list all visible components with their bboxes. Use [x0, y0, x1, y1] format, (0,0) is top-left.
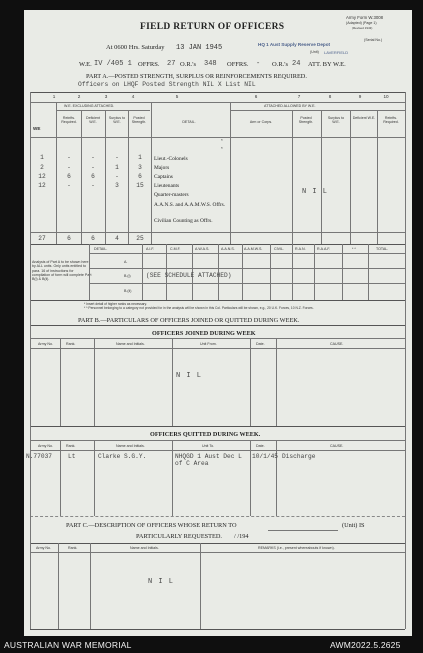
quitted-rank: Lt [68, 453, 76, 460]
header-deficient-right: Deficient W.E. [352, 116, 376, 120]
rank-lt-col: Lieut.-Colonels [154, 156, 188, 162]
col-number: 2 [77, 94, 81, 99]
analysis-header: DETAIL. [94, 247, 108, 251]
we-label: W.E. [79, 61, 92, 68]
form-sheet: Army Form W.3008 (Adapted) (Page 1) (Revised 1943) (Serial No.) FIELD RETURN OF OFFICERS At 0600 Hrs. Saturday 13 JAN 1945 HQ 1 Aust Supply Reserve Depot (Unit) LAVERFIELD W.E. IV /405 1 OFFRS. 27 O.R.'s 348 OFFRS. - O.R.'s 24 ATT. BY W.E. PART A.—POSTED STRENGTH, SURPLUS OR REINFORCEMENTS REQUIRED. Officers on LHQF Posted Strength NIL X List NIL 1 2 3 4 5 6 7 8 9 10 W.E. EXCLUDING ATTACHED. ATTACHED ALLOWED BY W.E. WE Reinfts. Required. Deficient W.E. Surplus to W.E. Posted Strength. DETAIL. Arm or Corps. Posted Strength. Surplus to W.E. Deficient W.E. Reinfts. Required. * * Lieut.-Colonels Majors Captains Lieutenants Quarter-masters A.A.N.S. and A.A.M.W.S. Offrs. Civilian Counting as Offrs. 1 - - - 1 2 - - 1 3 12 6 6 - 6 12 - - 3 15 N I L 27 6 6 4 25 Analysis of Part A to be shown here by ALL units. Only units entitled to para. 16 of instructions for compilation of form will complete Part B(i) & B(ii). DETAIL. A.I.F. C.M.F. A.W.A.S. A.A.N.S. A.A.M.W.S. CIVIL. R.A.N. R.A.A.F. * * TOTAL. A. B.(i) (SEE SCHEDULE ATTACHED) B.(ii) * Insert detail of higher ranks as necessary. * * Personnel belonging to a category not provided for in the analysis will be shown in this Col. Particulars will be shown, e.g., 20 U.K. Forces, 10 N.Z. Forces. PART B.—PARTICULARS OF OFFICERS JOINED OR QUITTED DURING WEEK. OFFICERS JOINED DURING WEEK Army No. Rank. Name and Initials. Unit From. Date. CAUSE. N I L OFFICERS QUITTED DURING WEEK. Army No. Rank. Name and Initials. Unit To. Date. CAUSE. N.77037 Lt Clarke S.G.Y. NHQGD 1 Aust Dec L of C Area 10/1/45 Discharge PART C.—DESCRIPTION OF OFFICERS WHOSE RETURN TO (Unit) IS PARTICULARLY REQUESTED. / /194 Army No. Rank. Name and Initials. REMARKS (i.e., present whereabouts if known). N I L [24, 10, 412, 636]
we-excluding-label: W.E. EXCLUDING ATTACHED. [64, 104, 115, 108]
row-we: 12 [38, 182, 46, 189]
quitted-header: Rank. [66, 444, 76, 448]
footer-credit: AUSTRALIAN WAR MEMORIAL [4, 640, 132, 650]
rank-captain: Captains [154, 174, 173, 180]
see-schedule: (SEE SCHEDULE ATTACHED) [146, 272, 232, 279]
analysis-header: A.I.F. [146, 247, 155, 251]
header-reinf: Reinfts. Required. [61, 116, 77, 124]
row-reinf: - [67, 182, 71, 189]
ors2-value: 24 [292, 60, 301, 68]
part-c-header: Name and Initials. [130, 546, 159, 550]
rank-lieutenant: Lieutenants [154, 183, 180, 189]
return-date: 13 JAN 1945 [176, 44, 223, 52]
quitted-header: CAUSE. [330, 444, 344, 448]
ors-value: 348 [204, 60, 217, 68]
quitted-header: Army No. [38, 444, 53, 448]
analysis-row-label: B.(i) [124, 274, 131, 278]
row-posted: 3 [138, 164, 142, 171]
joined-header: Unit From. [200, 342, 217, 346]
rank-qm: Quarter-masters [154, 192, 189, 198]
quitted-date: 10/1/45 [252, 453, 278, 460]
row-posted: 6 [138, 173, 142, 180]
row-we: 2 [40, 164, 44, 171]
part-c-header: REMARKS (i.e., present whereabouts if known). [258, 546, 335, 550]
quitted-header: Unit To. [202, 444, 215, 448]
row-reinf: - [67, 154, 71, 161]
col-number: 6 [254, 94, 258, 99]
row-surp: 1 [115, 164, 119, 171]
row-surp: 3 [115, 182, 119, 189]
analysis-row-label: B.(ii) [124, 289, 132, 293]
form-id-line1: Army Form W.3008 [346, 15, 384, 20]
rank-aans: A.A.N.S. and A.A.M.W.S. Offrs. [154, 202, 226, 208]
header-deficient: Deficient W.E. [86, 116, 100, 124]
row-surp: - [115, 154, 119, 161]
joined-header: Army No. [38, 342, 53, 346]
quitted-army-no: N.77037 [26, 453, 52, 460]
col-number: 8 [328, 94, 332, 99]
part-c-date: / /194 [234, 533, 249, 540]
col-number: 9 [358, 94, 362, 99]
total-we: 27 [38, 235, 46, 242]
quitted-unit: NHQGD 1 Aust Dec L of C Area [175, 453, 242, 467]
part-c-header: Rank. [68, 546, 78, 550]
footer-accession: AWM2022.5.2625 [330, 640, 401, 650]
col-number: 10 [383, 94, 389, 99]
joined-header: CAUSE. [330, 342, 344, 346]
form-id-line2: (Adapted) (Page 1) [346, 21, 377, 25]
offrs2-value: - [256, 60, 261, 68]
total-surp: 4 [115, 235, 119, 242]
header-reinf-right: Reinfts. Required. [383, 116, 399, 124]
part-b-title: PART B.—PARTICULARS OF OFFICERS JOINED OR QUITTED DURING WEEK. [78, 317, 300, 324]
we-col-label: WE [33, 126, 41, 131]
footnote-2: * * Personnel belonging to a category not provided for in the analysis will be shown in this Col. Particulars will be shown, e.g., 20 U.K. Forces, 10 N.Z. Forces. [84, 306, 314, 310]
row-reinf: 6 [67, 173, 71, 180]
joined-header: Name and Initials. [116, 342, 145, 346]
unit-location: LAVERFIELD [324, 50, 349, 55]
ors-label: O.R.'s [180, 61, 196, 68]
offrs2-label: OFFRS. [227, 61, 249, 68]
total-def: 6 [91, 235, 95, 242]
analysis-header: R.A.A.F. [317, 247, 331, 251]
header-posted-right: Posted Strength. [298, 116, 314, 124]
analysis-header: A.A.M.W.S. [244, 247, 263, 251]
total-reinf: 6 [67, 235, 71, 242]
row-surp: - [115, 173, 119, 180]
attached-nil: N I L [302, 188, 329, 196]
analysis-header: C.M.F. [170, 247, 181, 251]
quitted-cause: Discharge [282, 453, 316, 460]
col-number: 7 [297, 94, 301, 99]
unit-label: (Unit) [310, 50, 319, 54]
quitted-header: Date. [256, 444, 265, 448]
row-def: - [91, 164, 95, 171]
form-id-line3: (Revised 1943) [352, 26, 373, 30]
row-def: 6 [91, 173, 95, 180]
offrs-label: OFFRS. [138, 61, 160, 68]
analysis-header: R.A.N. [295, 247, 306, 251]
quitted-title: OFFICERS QUITTED DURING WEEK. [150, 431, 261, 438]
header-detail: DETAIL. [182, 120, 196, 124]
part-c-title-c: PARTICULARLY REQUESTED. [136, 533, 222, 540]
header-surplus: Surplus to W.E. [108, 116, 126, 124]
ors2-label: O.R.'s [272, 61, 288, 68]
rank-major: Majors [154, 165, 170, 171]
analysis-header: CIVIL. [274, 247, 284, 251]
footnote-1: * Insert detail of higher ranks as necessary. [84, 302, 147, 306]
row-reinf: - [67, 164, 71, 171]
part-c-title-a: PART C.—DESCRIPTION OF OFFICERS WHOSE RETURN TO [66, 522, 237, 529]
analysis-row-label: A. [124, 260, 128, 264]
analysis-note: Analysis of Part A to be shown here by ALL units. Only units entitled to para. 16 of instructions for compilation of form will complete Part B(i) & B(ii). [32, 260, 92, 282]
att-label: ATT. BY W.E. [308, 61, 346, 68]
col-number: 1 [52, 94, 56, 99]
header-arm-corps: Arm or Corps. [249, 120, 273, 124]
attached-allowed-label: ATTACHED ALLOWED BY W.E. [264, 104, 316, 108]
rank-civilian: Civilian Counting as Offrs. [154, 218, 213, 224]
joined-title: OFFICERS JOINED DURING WEEK [152, 330, 256, 337]
header-surplus-right: Surplus to W.E. [327, 116, 345, 124]
at-text: At 0600 Hrs. Saturday [106, 44, 165, 51]
serial-label: (Serial No.) [364, 38, 383, 42]
form-title: FIELD RETURN OF OFFICERS [140, 22, 285, 32]
header-posted: Posted Strength. [131, 116, 147, 124]
row-posted: 15 [136, 182, 144, 189]
unit-stamp: HQ 1 Aust Supply Reserve Depot [258, 42, 331, 47]
part-c-nil: N I L [148, 578, 175, 586]
joined-header: Date. [256, 342, 265, 346]
col-number: 3 [104, 94, 108, 99]
joined-nil: N I L [176, 372, 203, 380]
part-c-header: Army No. [36, 546, 51, 550]
analysis-header: TOTAL. [376, 247, 389, 251]
quitted-header: Name and Initials. [116, 444, 145, 448]
row-we: 12 [38, 173, 46, 180]
col-number: 4 [131, 94, 135, 99]
analysis-header: A.A.N.S. [221, 247, 235, 251]
part-a-typed-line: Officers on LHQF Posted Strength NIL X List NIL [78, 81, 256, 88]
row-we: 1 [40, 154, 44, 161]
total-posted: 25 [136, 235, 144, 242]
analysis-header: A.W.A.S. [195, 247, 210, 251]
col-number: 5 [175, 94, 179, 99]
analysis-header: * * [352, 247, 356, 251]
offrs-value: 27 [167, 60, 176, 68]
quitted-name: Clarke S.G.Y. [98, 453, 147, 460]
row-def: - [91, 182, 95, 189]
we-value: IV /405 1 [94, 60, 132, 68]
part-a-title: PART A.—POSTED STRENGTH, SURPLUS OR REINFORCEMENTS REQUIRED. [86, 73, 307, 80]
row-def: - [91, 154, 95, 161]
row-posted: 1 [138, 154, 142, 161]
joined-header: Rank. [66, 342, 76, 346]
part-c-title-b: (Unit) IS [342, 522, 365, 529]
